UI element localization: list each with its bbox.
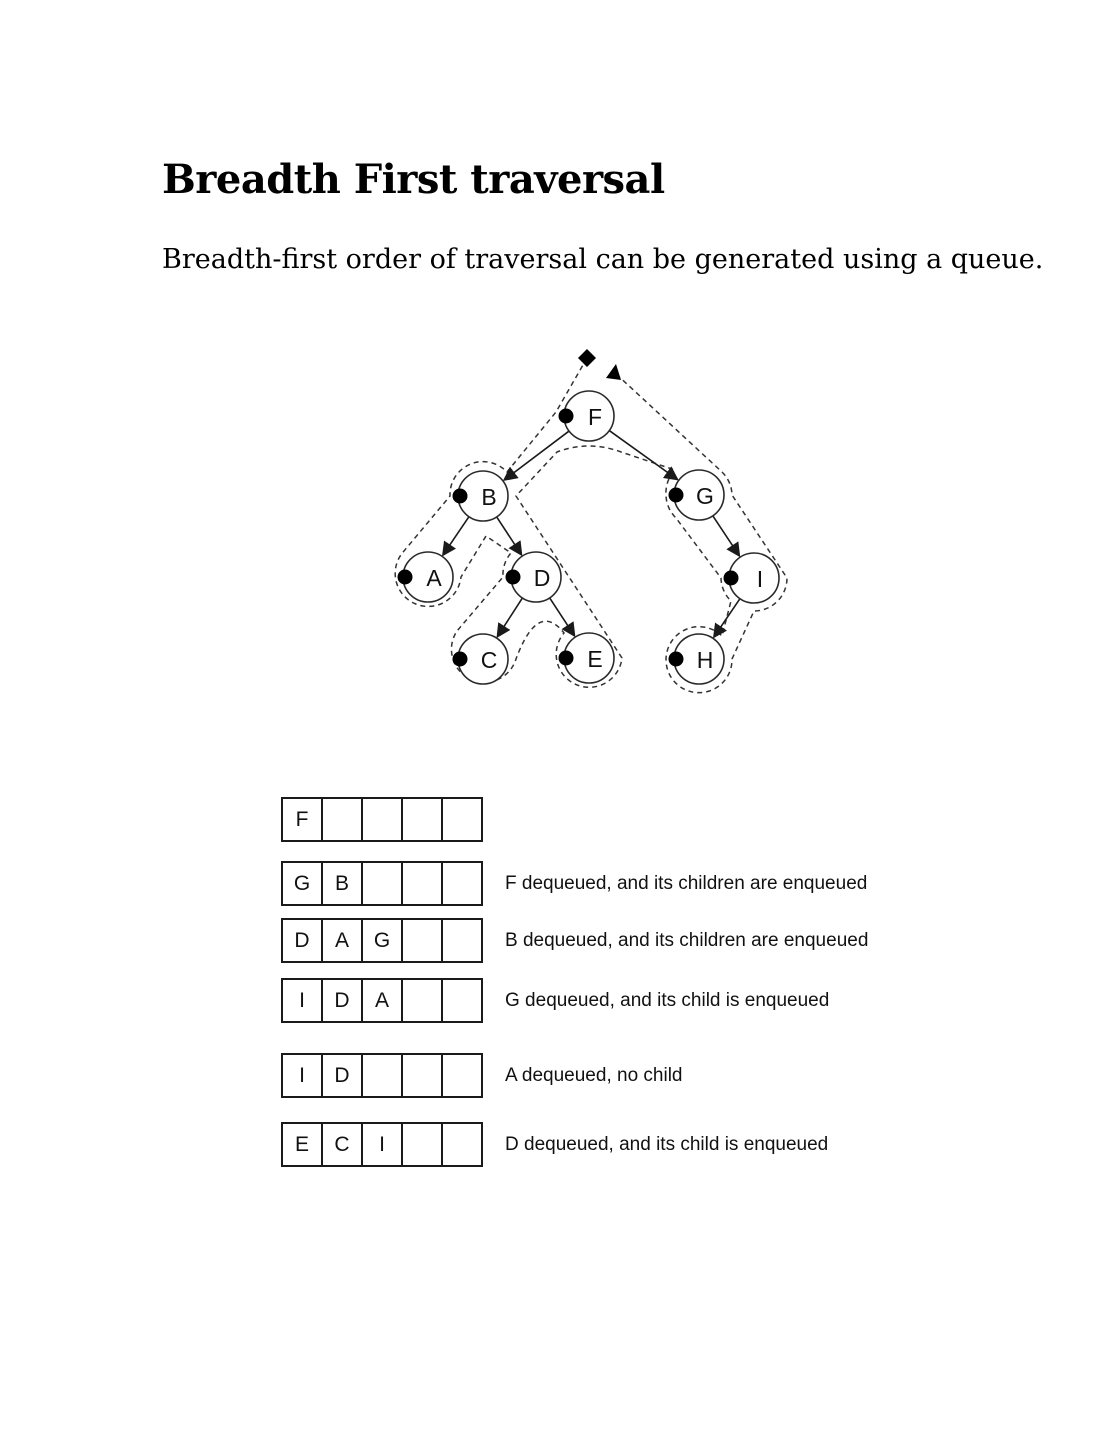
- queue-cells: [281, 1053, 481, 1098]
- tree-edges: [443, 431, 740, 637]
- edge-D-C: [498, 598, 523, 636]
- queue-row-2: [281, 861, 868, 906]
- node-label-D: D: [533, 565, 551, 591]
- queue-cells: [281, 1122, 481, 1167]
- node-dot-icon-F: [559, 409, 574, 424]
- queue-cell: I: [281, 978, 323, 1023]
- node-dot-icon-D: [506, 570, 521, 585]
- node-label-B: B: [481, 484, 497, 510]
- edge-F-G: [609, 431, 677, 480]
- queue-cell: [401, 978, 443, 1023]
- node-dot-icon-C: [453, 652, 468, 667]
- queue-cell: [401, 1122, 443, 1167]
- traversal-start-diamond-icon: [578, 349, 596, 367]
- queue-row-6: [281, 1122, 829, 1167]
- edge-F-B: [505, 431, 569, 480]
- queue-cell: I: [361, 1122, 403, 1167]
- edge-B-D: [497, 517, 522, 554]
- node-label-G: G: [696, 483, 714, 509]
- queue-cells: [281, 861, 481, 906]
- node-dot-icon-G: [669, 488, 684, 503]
- queue-caption: G dequeued, and its child is enqueued: [505, 989, 830, 1011]
- node-label-I: I: [756, 566, 764, 592]
- node-dot-icon-E: [559, 651, 574, 666]
- queue-cell: [441, 797, 483, 842]
- queue-cell: G: [281, 861, 323, 906]
- queue-cell: [361, 861, 403, 906]
- queue-cell: I: [281, 1053, 323, 1098]
- queue-cell: F: [281, 797, 323, 842]
- bfs-tree-diagram: [370, 330, 830, 720]
- queue-cell: [361, 1053, 403, 1098]
- queue-cell: [441, 1053, 483, 1098]
- queue-cell: E: [281, 1122, 323, 1167]
- edge-B-A: [443, 517, 469, 555]
- queue-cell: [321, 797, 363, 842]
- queue-cell: C: [321, 1122, 363, 1167]
- node-label-F: F: [587, 404, 603, 430]
- page-title: Breadth First traversal: [162, 156, 665, 203]
- queue-cell: [401, 797, 443, 842]
- queue-caption: B dequeued, and its children are enqueued: [505, 929, 869, 951]
- queue-cells: [281, 918, 481, 963]
- node-label-E: E: [587, 646, 603, 672]
- queue-caption: D dequeued, and its child is enqueued: [505, 1133, 829, 1155]
- queue-cell: [401, 861, 443, 906]
- node-dot-icon-H: [669, 652, 684, 667]
- queue-cell: [361, 797, 403, 842]
- traversal-end-arrow-icon: [606, 364, 621, 380]
- queue-caption: A dequeued, no child: [505, 1064, 683, 1086]
- node-dot-icon-A: [398, 570, 413, 585]
- queue-row-1: [281, 797, 481, 842]
- queue-cell: [401, 918, 443, 963]
- queue-cells: [281, 978, 481, 1023]
- node-label-H: H: [696, 647, 714, 673]
- queue-cell: [441, 861, 483, 906]
- edge-I-H: [714, 599, 740, 637]
- queue-row-4: [281, 978, 830, 1023]
- queue-cell: D: [321, 978, 363, 1023]
- queue-cell: D: [281, 918, 323, 963]
- queue-cell: [441, 918, 483, 963]
- queue-cell: A: [321, 918, 363, 963]
- node-label-C: C: [480, 647, 498, 673]
- edge-D-E: [550, 598, 575, 635]
- edge-G-I: [713, 516, 739, 556]
- queue-cell: B: [321, 861, 363, 906]
- queue-row-5: [281, 1053, 683, 1098]
- page-subtitle: Breadth-first order of traversal can be generated using a queue.: [162, 244, 1044, 275]
- node-label-A: A: [426, 565, 442, 591]
- queue-cells: [281, 797, 481, 842]
- queue-caption: F dequeued, and its children are enqueued: [505, 872, 868, 894]
- queue-cell: D: [321, 1053, 363, 1098]
- queue-cell: [441, 978, 483, 1023]
- queue-row-3: [281, 918, 869, 963]
- node-dot-icon-I: [724, 571, 739, 586]
- queue-cell: G: [361, 918, 403, 963]
- queue-cell: [401, 1053, 443, 1098]
- queue-cell: A: [361, 978, 403, 1023]
- node-dot-icon-B: [453, 489, 468, 504]
- queue-cell: [441, 1122, 483, 1167]
